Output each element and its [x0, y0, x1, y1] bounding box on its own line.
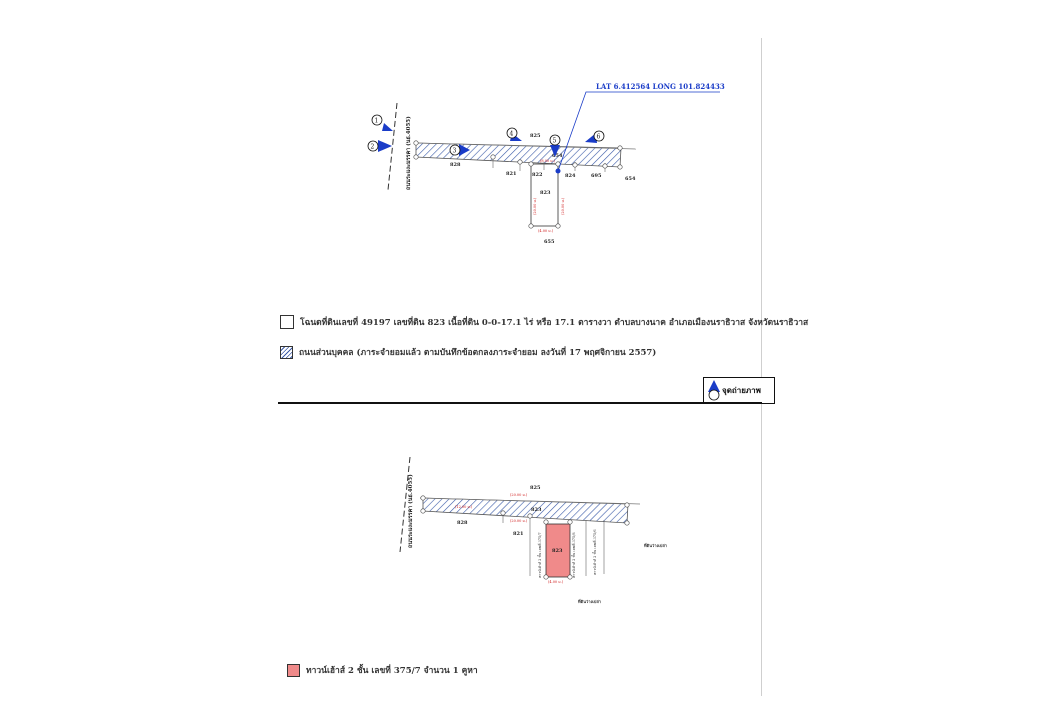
parcel-label-821: 821	[506, 171, 517, 177]
parcel-label-695: 695	[591, 173, 602, 179]
legend-easement-text: ถนนส่วนบุคคล (ภาระจำยอมแล้ว ตามบันทึกข้อตกลงภาระจำยอม ลงวันที่ 17 พฤศจิกายน 2557)	[299, 348, 657, 358]
measure-top-4: (4.00 ม.)	[538, 229, 554, 233]
bottom-measure-2: (12.00 ม.)	[455, 505, 473, 509]
bottom-measure-4: (4.00 ม.)	[548, 580, 564, 584]
measure-top-3: (20.00 ม.)	[561, 197, 565, 215]
legend-viewpoint-text: จุดถ่ายภาพ	[722, 385, 761, 395]
legend-parcel-swatch	[280, 315, 294, 329]
legend-parcel-text: โฉนดที่ดินเลขที่ 49197 เลขที่ดิน 823 เนื้อที่ดิน 0-0-17.1 ไร่ หรือ 17.1 ตารางวา ตำบลบางนาค อำเภอเมืองนราธิวาส จังหวัดนราธิวาส	[300, 318, 809, 328]
bottom-label-house2: ทาวน์เฮ้าส์ 2 ชั้น เลขที่ 375/8	[572, 532, 576, 578]
bottom-measure-1: (20.00 ม.)	[510, 493, 528, 497]
bottom-parcel-823: 823	[531, 507, 542, 513]
parcel-label-822: 822	[532, 172, 543, 178]
measure-top-2: (20.00 ม.)	[533, 197, 537, 215]
viewpoint-4	[507, 128, 522, 141]
svg-text:2: 2	[370, 143, 375, 151]
legend-viewpoint	[703, 377, 775, 404]
road-label-bottom: ถนนระแงะมรรคา (นธ.4055)	[408, 474, 414, 548]
parcel-label-654: 654	[625, 176, 636, 182]
viewpoint-1	[372, 115, 393, 131]
svg-text:1: 1	[374, 117, 379, 125]
section-divider	[278, 402, 762, 404]
parcel-label-655: 655	[544, 239, 555, 245]
neighbor-label-2: ที่ดินว่างเปล่า	[578, 599, 602, 604]
coordinate-label: LAT 6.412564 LONG 101.824433	[596, 82, 725, 91]
bottom-label-house3: ทาวน์เฮ้าส์ 2 ชั้น เลขที่ 375/6	[593, 529, 597, 575]
legend-parcel	[280, 315, 808, 329]
viewpoint-2	[368, 140, 392, 152]
bottom-parcel-828: 828	[457, 520, 468, 526]
svg-text:4: 4	[509, 130, 514, 138]
parcel-label-828: 828	[450, 162, 461, 168]
legend-townhouse-swatch	[287, 664, 300, 677]
measure-top-1: (8.00 ม.)	[540, 159, 556, 163]
legend-townhouse-text: ทาวน์เฮ้าส์ 2 ชั้น เลขที่ 375/7 จำนวน 1 คูหา	[306, 666, 478, 676]
legend-townhouse	[287, 663, 478, 677]
neighbor-label-1: ที่ดินว่างเปล่า	[644, 543, 668, 548]
road-label: ถนนระแงะมรรคา (นธ.4055)	[406, 116, 412, 190]
parcel-label-826: 654	[552, 153, 563, 159]
bottom-parcel-821: 821	[513, 531, 524, 537]
bottom-measure-3: (20.00 ม.)	[510, 519, 528, 523]
viewpoint-6	[585, 131, 604, 143]
parcel-label-825: 825	[530, 133, 541, 139]
parcel-label-823: 823	[540, 190, 551, 196]
svg-text:6: 6	[596, 133, 601, 141]
svg-text:5: 5	[552, 137, 557, 145]
legend-easement	[280, 345, 656, 359]
townhouse-number: 823	[552, 548, 563, 554]
legend-easement-swatch	[280, 346, 293, 359]
svg-text:3: 3	[452, 147, 457, 155]
bottom-label-house1: ทาวน์เฮ้าส์ 2 ชั้น เลขที่ 375/7	[538, 532, 542, 578]
legend-viewpoint-icon	[706, 378, 722, 402]
parcel-label-824: 824	[565, 173, 576, 179]
bottom-parcel-825: 825	[530, 485, 541, 491]
